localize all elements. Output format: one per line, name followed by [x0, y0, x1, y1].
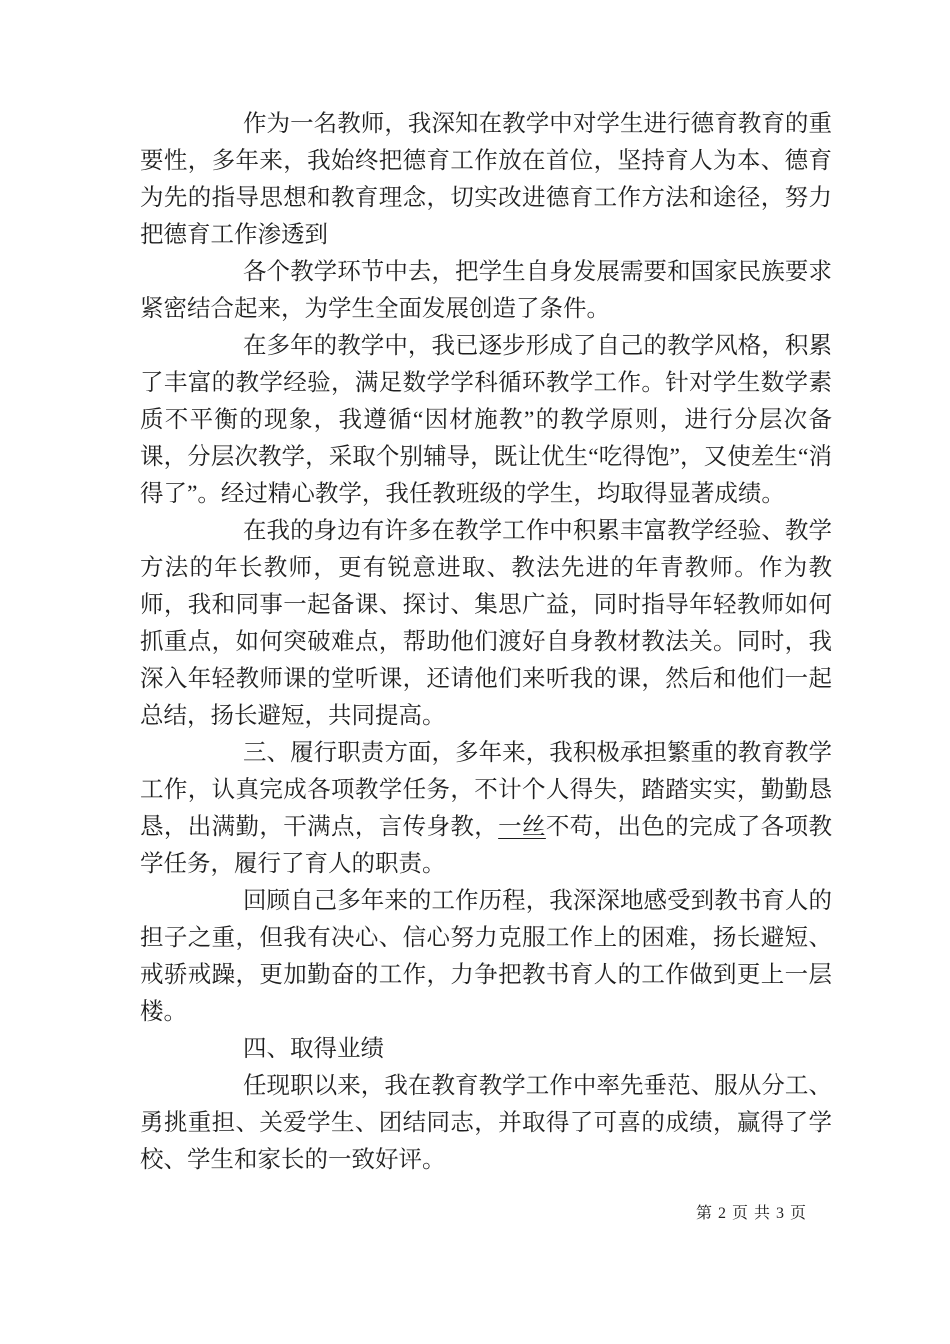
- text-run: 四、取得业绩: [243, 1036, 384, 1062]
- paragraph: [140, 883, 832, 1031]
- underlined-text-run: 一丝: [498, 814, 546, 840]
- paragraph: [140, 254, 832, 328]
- document-body: [140, 106, 832, 1179]
- paragraph: [140, 1031, 832, 1068]
- text-run: 不苟，出色的完成了各项教学任务，履行了育人的职责。: [140, 814, 832, 877]
- paragraph: [140, 106, 832, 254]
- paragraph: [140, 513, 832, 735]
- paragraph: [140, 735, 832, 883]
- paragraph: [140, 328, 832, 513]
- text-run: 回顾自己多年来的工作历程，我深深地感受到教书育人的担子之重，但我有决心、信心努力克服工作上的困难，扬长避短、戒骄戒躁，更加勤奋的工作，力争把教书育人的工作做到更上一层楼。: [140, 888, 832, 1025]
- text-run: 任现职以来，我在教育教学工作中率先垂范、服从分工、勇挑重担、关爱学生、团结同志，并取得了可喜的成绩，赢得了学校、学生和家长的一致好评。: [140, 1073, 832, 1173]
- text-run: 作为一名教师，我深知在教学中对学生进行德育教育的重要性，多年来，我始终把德育工作放在首位，坚持育人为本、德育为先的指导思想和教育理念，切实改进德育工作方法和途径，努力把德育工作渗透到: [140, 111, 832, 248]
- page-footer: [696, 1200, 807, 1223]
- text-run: 在多年的教学中，我已逐步形成了自己的教学风格，积累了丰富的教学经验，满足数学学科循环教学工作。针对学生数学素质不平衡的现象，我遵循“因材施教”的教学原则，进行分层次备课，分层次教学，采取个别辅导，既让优生“吃得饱”，又使差生“消得了”。经过精心教学，我任教班级的学生，均取得显著成绩。: [140, 333, 832, 507]
- text-run: 三、履行职责方面，多年来，我积极承担繁重的教育教学工作，认真完成各项教学任务，不计个人得失，踏踏实实，勤勤恳恳，出满勤，干满点，言传身教，: [140, 740, 832, 840]
- text-run: 在我的身边有许多在教学工作中积累丰富教学经验、教学方法的年长教师，更有锐意进取、教法先进的年青教师。作为教师，我和同事一起备课、探讨、集思广益，同时指导年轻教师如何抓重点，如何突破难点，帮助他们渡好自身教材教法关。同时，我深入年轻教师课的堂听课，还请他们来听我的课，然后和他们一起总结，扬长避短，共同提高。: [140, 518, 832, 729]
- text-run: 各个教学环节中去，把学生自身发展需要和国家民族要求紧密结合起来，为学生全面发展创造了条件。: [140, 259, 832, 322]
- paragraph: [140, 1068, 832, 1179]
- page-number-text: 第 2 页 共 3 页: [695, 1205, 807, 1222]
